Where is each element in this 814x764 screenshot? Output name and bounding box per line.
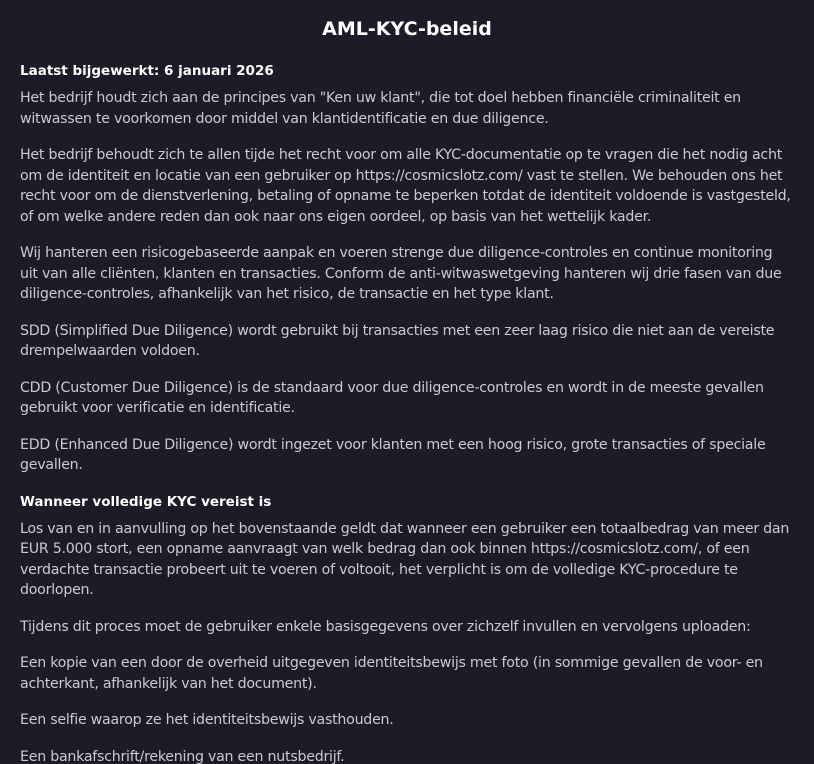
sdd-paragraph: SDD (Simplified Due Diligence) wordt gebruikt bij transacties met een zeer laag risico die niet aan de vereiste drempelwaarden voldoen. <box>20 322 775 359</box>
intro-paragraph: Het bedrijf behoudt zich te allen tijde het recht voor om alle KYC-documentatie op te vragen die het nodig acht om de identiteit en locatie van een gebruiker op https://cosmicslotz.com/ vast te stellen. We behouden ons het recht voor om de dienstverlening, betaling of opname te beperken totdat de identiteit voldoende is vastgesteld, of om welke andere reden dan ook naar ons eigen oordeel, op basis van het wettelijk kader. <box>20 147 791 225</box>
last-updated: Laatst bijgewerkt: 6 januari 2026 <box>20 63 274 79</box>
requirement-item: Een selfie waarop ze het identiteitsbewijs vasthouden. <box>20 712 394 728</box>
intro-paragraph: Wij hanteren een risicogebaseerde aanpak en voeren strenge due diligence-controles en continue monitoring uit van alle cliënten, klanten en transacties. Conform de anti-witwaswetgeving hanteren wij drie fasen van due diligence-controles, afhankelijk van het risico, de transactie en het type klant. <box>20 245 782 302</box>
requirement-item: Een kopie van een door de overheid uitgegeven identiteitsbewijs met foto (in sommige gevallen de voor- en achterkant, afhankelijk van het document). <box>20 655 763 692</box>
section-heading-full-kyc: Wanneer volledige KYC vereist is <box>20 493 272 510</box>
section-paragraph: Tijdens dit proces moet de gebruiker enkele basisgegevens over zichzelf invullen en vervolgens uploaden: <box>20 618 751 635</box>
page-title: AML-KYC-beleid <box>322 18 492 40</box>
cdd-paragraph: CDD (Customer Due Diligence) is de standaard voor due diligence-controles en wordt in de meeste gevallen gebruikt voor verificatie en identificatie. <box>20 379 764 416</box>
requirement-item: Een bankafschrift/rekening van een nutsbedrijf. <box>20 748 345 764</box>
edd-paragraph: EDD (Enhanced Due Diligence) wordt ingezet voor klanten met een hoog risico, grote transacties of speciale gevallen. <box>20 436 766 473</box>
intro-paragraph: Het bedrijf houdt zich aan de principes van "Ken uw klant", die tot doel hebben financiële criminaliteit en witwassen te voorkomen door middel van klantidentificatie en due diligence. <box>20 90 741 127</box>
section-paragraph: Los van en in aanvulling op het bovenstaande geldt dat wanneer een gebruiker een totaalbedrag van meer dan EUR 5.000 stort, een opname aanvraagt van welk bedrag dan ook binnen https://cosmicslotz.com/, of een verdachte transactie probeert uit te voeren of voltooit, het verplicht is om de volledige KYC-procedure te doorlopen. <box>20 520 790 598</box>
